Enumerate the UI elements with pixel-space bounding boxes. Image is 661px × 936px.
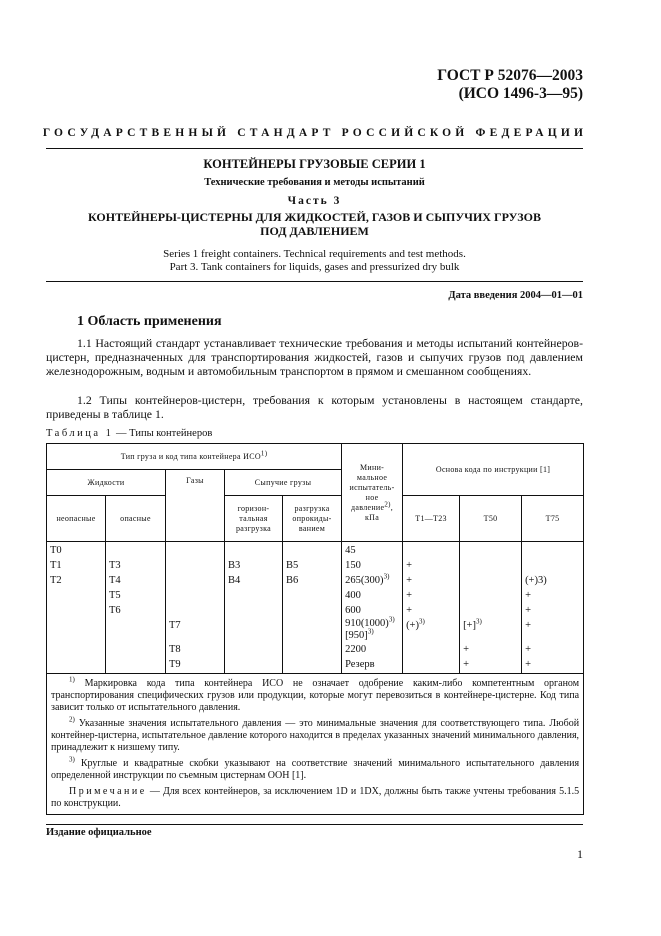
header-code-basis: Основа кода по инструкции [1] xyxy=(403,444,584,496)
table-caption xyxy=(46,428,212,439)
header-horizontal-discharge: горизон-тальная разгрузка xyxy=(225,496,283,542)
header-bulk: Сыпучие грузы xyxy=(225,470,342,496)
intro-date: Дата введения 2004—01—01 xyxy=(448,290,583,301)
paragraph-1-2: 1.2 Типы контейнеров-цистерн, требования к которым установлены в настоящем стандарте, приведены в таблице 1. xyxy=(46,393,583,422)
table-row: T0 45 xyxy=(47,542,584,559)
header-test-pressure: Мини-мальное испытатель-ное давление$^{2)}$, кПа xyxy=(342,444,403,542)
table-row: T5 400 + + xyxy=(47,588,584,603)
title-part: Часть 3 xyxy=(287,195,342,207)
table-caption-text: — Типы контейнеров xyxy=(116,428,213,439)
header-tipping-discharge: разгрузка опрокиды-ванием xyxy=(283,496,342,542)
document-number: ГОСТ Р 52076—2003 xyxy=(437,67,583,84)
title-english-2: Part 3. Tank containers for liquids, gases and pressurized dry bulk xyxy=(169,261,460,273)
table-row: T7 $910(1000)^{3)}$ $[950]^{3)}$ $(+)^{3)}$ $[+]^{3)}$ + xyxy=(47,618,584,642)
title-line2: Технические требования и методы испытаний xyxy=(204,177,425,188)
table-row: T6 600 + + xyxy=(47,603,584,618)
container-types-table xyxy=(46,443,584,815)
table-row: T8 2200 + + xyxy=(47,642,584,657)
table-notes xyxy=(47,674,584,815)
header-liquids: Жидкости xyxy=(47,470,166,496)
title-english-1: Series 1 freight containers. Technical requirements and test methods. xyxy=(163,248,466,260)
header-t50: T50 xyxy=(460,496,522,542)
table-row: T9 Резерв + + xyxy=(47,657,584,674)
title-line4: ПОД ДАВЛЕНИЕМ xyxy=(260,224,369,238)
table-caption-label: Таблица 1 xyxy=(46,428,114,439)
banner-rule xyxy=(46,148,583,149)
footnote-1: $^{1)}$ Маркировка кода типа контейнера ИСО не означает одобрение каким-либо компетентным органом транспортирования специфических грузов или продукции, которые могут перевозиться в контейнере-цистерне. Код типа зависит только от испытательного давления. xyxy=(51,675,580,713)
table-row: T2 T4 B4 B6 $265(300)^{3)}$ + (+)3) xyxy=(47,573,584,588)
table-row: T1 T3 B3 B5 150 + xyxy=(47,558,584,573)
title-line3: КОНТЕЙНЕРЫ-ЦИСТЕРНЫ ДЛЯ ЖИДКОСТЕЙ, ГАЗОВ И СЫПУЧИХ ГРУЗОВ xyxy=(88,210,541,224)
iso-number: (ИСО 1496-3—95) xyxy=(458,85,583,102)
header-hazardous: опасные xyxy=(106,496,166,542)
title-rule xyxy=(46,281,583,282)
header-cargo-type: Тип груза и код типа контейнера ИСО$^{1)}$ xyxy=(47,444,342,470)
page-number: 1 xyxy=(577,847,583,861)
official-edition: Издание официальное xyxy=(46,827,152,838)
header-nonhazardous: неопасные xyxy=(47,496,106,542)
table-note: Примечание — Для всех контейнеров, за исключением 1D и 1DX, должны быть также учтены требования 5.1.5 по конструкции. xyxy=(51,786,580,809)
header-t75: T75 xyxy=(522,496,584,542)
title-line1: КОНТЕЙНЕРЫ ГРУЗОВЫЕ СЕРИИ 1 xyxy=(203,157,426,171)
section-heading: 1 Область применения xyxy=(77,314,222,329)
footnote-3: $^{3)}$ Круглые и квадратные скобки указывают на соответствие значений минимального испытательного давления определенной инструкции по съемным цистернам ООН [1]. xyxy=(51,755,580,781)
footer-rule xyxy=(46,824,583,825)
paragraph-1-1: 1.1 Настоящий стандарт устанавливает технические требования и методы испытаний контейнеров-цистерн, предназначенных для транспортирования жидкостей, газов и сыпучих грузов под давлением железнодорожным, водным и автомобильным транспортом в прямом и смешанном сообщениях. xyxy=(46,336,583,379)
header-t1-t23: T1—T23 xyxy=(403,496,460,542)
standard-banner: ГОСУДАРСТВЕННЫЙ СТАНДАРТ РОССИЙСКОЙ ФЕДЕРАЦИИ xyxy=(42,127,588,139)
footnote-2: $^{2)}$ Указанные значения испытательного давления — это минимальные значения для соответствующего типа. Любой контейнер-цистерна, испытательное давление которого находится в пределах указанных значений минимального давления, принадлежит к низшему типу. xyxy=(51,715,580,753)
header-gases: Газы xyxy=(166,470,225,542)
